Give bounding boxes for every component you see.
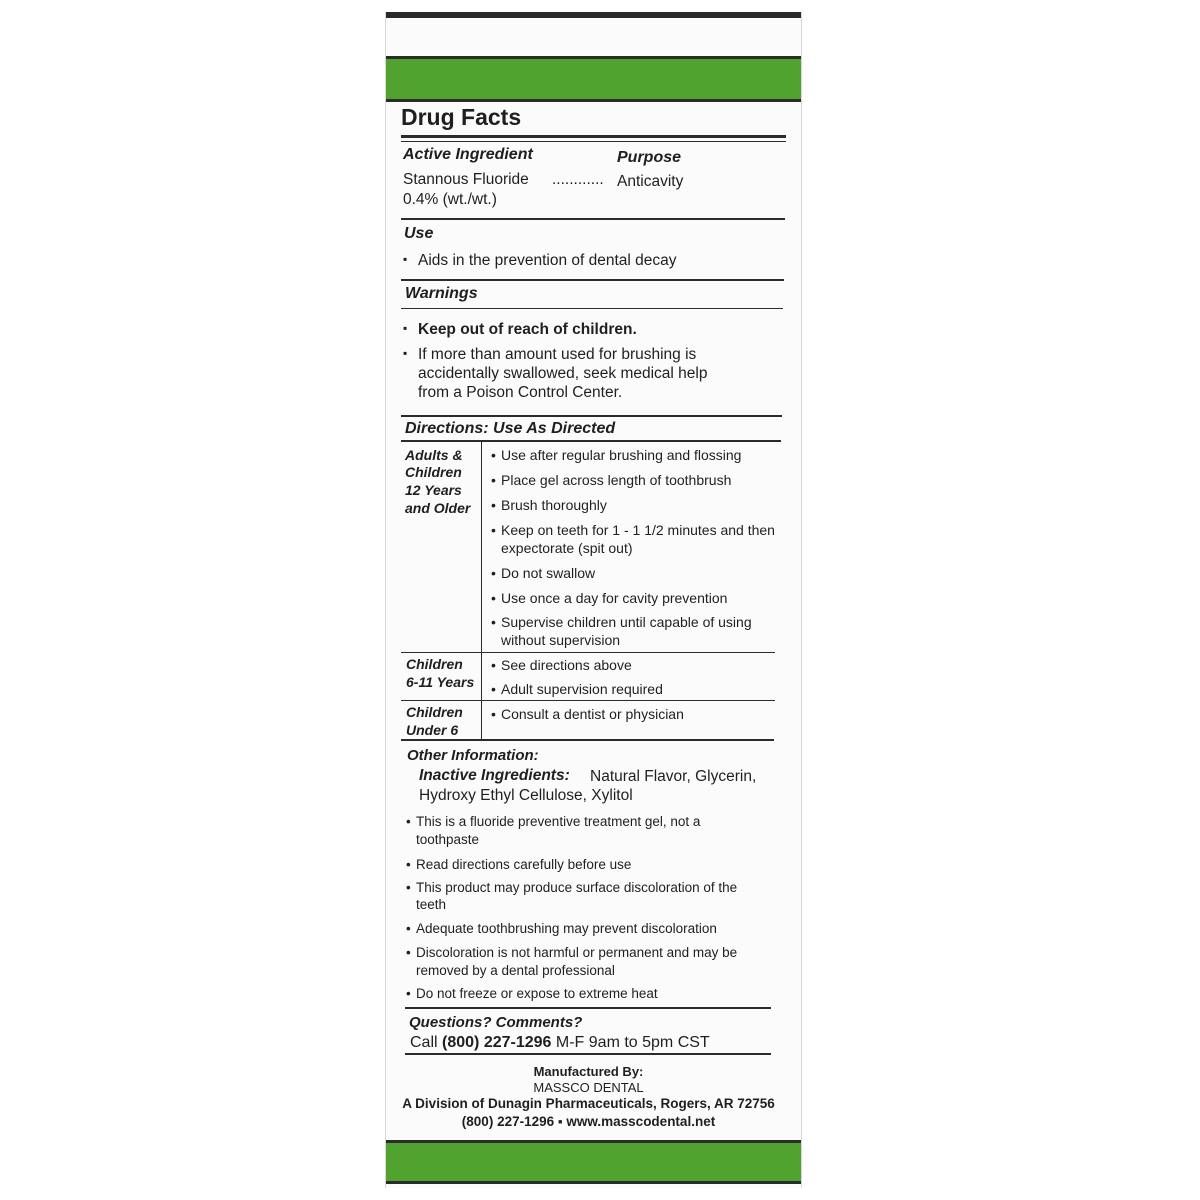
use-item: ▪ Aids in the prevention of dental decay <box>418 252 677 270</box>
drug-facts-title: Drug Facts <box>401 104 522 130</box>
children-under-6-label-line1: Children <box>406 704 463 720</box>
directions-rule <box>401 440 781 442</box>
call-hours: M-F 9am to 5pm CST <box>555 1034 710 1051</box>
product-box <box>385 12 802 1188</box>
top-green-band <box>386 56 801 102</box>
warning-swallow-line3: from a Poison Control Center. <box>418 384 623 401</box>
children-under-6-label-line2: Under 6 <box>406 722 459 738</box>
children-under-6-item: • Consult a dentist or physician <box>501 706 684 722</box>
questions-call-line <box>410 1034 710 1052</box>
adults-direction-item: • Do not swallow <box>501 565 595 581</box>
other-info-heading: Other Information: <box>407 747 539 764</box>
warning-swallow-line2: accidentally swallowed, seek medical help <box>418 365 708 382</box>
inactive-ingredients-label: Inactive Ingredients: <box>419 767 570 784</box>
other-info-rule <box>405 1007 771 1009</box>
ingredient-strength: 0.4% (wt./wt.) <box>403 191 497 208</box>
directions-heading: Directions: Use As Directed <box>405 420 616 437</box>
adults-direction-item: • Use once a day for cavity prevention <box>501 590 727 606</box>
use-rule <box>401 279 784 281</box>
adults-direction-item: • Brush thoroughly <box>501 497 607 513</box>
call-prefix: Call <box>410 1034 438 1051</box>
warning-keep-away: ▪ Keep out of reach of children. <box>418 321 637 339</box>
manufactured-by-label: Manufactured By: <box>533 1064 644 1079</box>
other-info-item: • This is a fluoride preventive treatment gel, not a <box>416 814 700 829</box>
phone-number: (800) 227-1296 <box>442 1034 552 1051</box>
questions-rule <box>405 1053 771 1055</box>
active-rule <box>401 218 785 220</box>
other-info-item: • Read directions carefully before use <box>416 857 631 872</box>
title-rule <box>401 135 786 138</box>
other-info-item: • Adequate toothbrushing may prevent discoloration <box>416 921 717 936</box>
manufacturer-division: A Division of Dunagin Pharmaceuticals, Rogers, AR 72756 <box>402 1096 775 1111</box>
inactive-ingredients-line2: Hydroxy Ethyl Cellulose, Xylitol <box>419 787 633 804</box>
use-heading: Use <box>404 225 434 242</box>
active-ingredient-name: Stannous Fluoride <box>403 171 529 188</box>
warning-swallow-line1: ▪ If more than amount used for brushing is <box>418 346 696 364</box>
adults-direction-item-cont: without supervision <box>501 632 621 648</box>
other-info-item: • Discoloration is not harmful or permanent and may be <box>416 945 737 960</box>
adults-label-line4: and Older <box>405 500 471 516</box>
manufacturer-name: MASSCO DENTAL <box>533 1080 644 1095</box>
warnings-rule <box>401 308 783 309</box>
warnings-end-rule <box>401 415 782 417</box>
ingredient-leader: ............ <box>552 171 604 188</box>
adults-direction-item: • Supervise children until capable of using <box>501 614 752 630</box>
adults-direction-item: • Place gel across length of toothbrush <box>501 472 731 488</box>
other-info-item-cont: toothpaste <box>416 832 480 847</box>
other-info-item: • This product may produce surface discoloration of the <box>416 880 737 895</box>
warnings-heading: Warnings <box>405 285 478 302</box>
adults-direction-item-cont: expectorate (spit out) <box>501 540 633 556</box>
active-ingredient-heading: Active Ingredient <box>403 146 533 163</box>
directions-end-rule <box>401 739 774 741</box>
manufacturer-contact: (800) 227-1296 ▪ www.masscodental.net <box>461 1114 716 1129</box>
children-6-11-item: • Adult supervision required <box>501 681 663 697</box>
purpose-value: Anticavity <box>617 173 684 190</box>
children-6-11-label-line2: 6-11 Years <box>406 674 475 690</box>
other-info-item-cont: teeth <box>416 897 447 912</box>
inactive-ingredients-line1: Natural Flavor, Glycerin, <box>590 768 757 785</box>
adults-label-line3: 12 Years <box>405 482 462 498</box>
adults-direction-item: • Use after regular brushing and flossing <box>501 447 741 463</box>
adults-label-line1: Adults & <box>405 447 463 463</box>
children-6-11-item: • See directions above <box>501 657 632 673</box>
adults-label-line2: Children <box>405 464 462 480</box>
box-top-edge <box>386 12 801 18</box>
purpose-heading: Purpose <box>617 149 682 166</box>
adults-direction-item: • Keep on teeth for 1 - 1 1/2 minutes and then <box>501 522 775 538</box>
bottom-green-band <box>386 1140 801 1184</box>
other-info-item-cont: removed by a dental professional <box>416 963 615 978</box>
children-6-11-label-line1: Children <box>406 656 463 672</box>
children-6-11-rule <box>401 700 775 701</box>
questions-heading: Questions? Comments? <box>409 1014 583 1031</box>
adults-group-rule <box>401 652 775 653</box>
directions-column-divider <box>481 442 482 739</box>
title-rule-thin <box>401 141 786 142</box>
other-info-item: • Do not freeze or expose to extreme heat <box>416 986 658 1001</box>
